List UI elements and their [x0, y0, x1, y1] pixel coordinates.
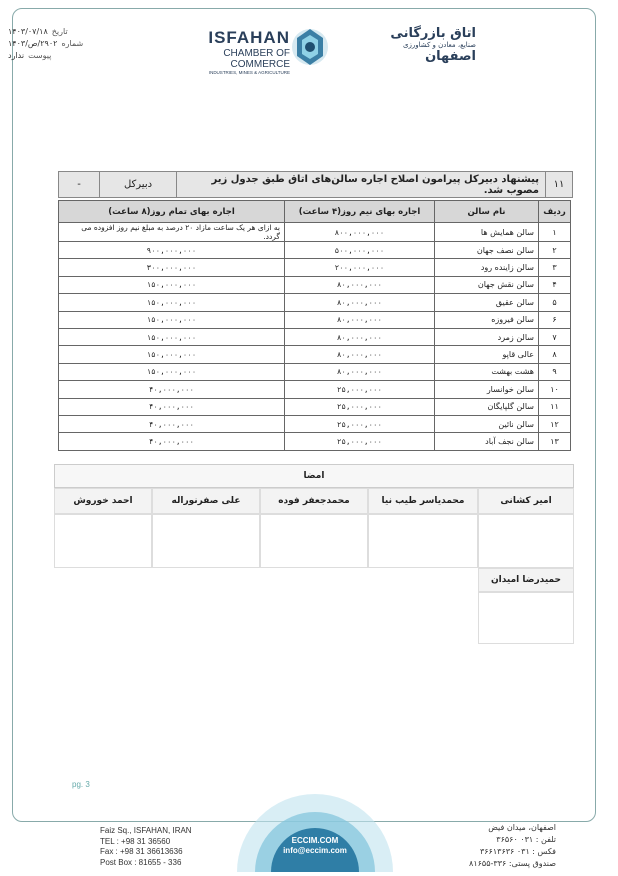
table-row [59, 381, 571, 398]
table-row [59, 415, 571, 432]
hall-name: سالن نصف جهان [435, 242, 539, 259]
row-number: ۷ [539, 328, 571, 345]
row-number: ۱۰ [539, 381, 571, 398]
footer-fa-line: تلفن : ۰۳۱ ۳۶۵۶۰ [496, 835, 556, 844]
logo-fa-line3: اصفهان [425, 49, 476, 64]
table-row [59, 276, 571, 293]
number-label: شماره [61, 39, 84, 48]
chamber-logo [190, 24, 480, 74]
full-day-rate: ۳۰۰,۰۰۰,۰۰۰ [59, 259, 285, 276]
table-row [59, 242, 571, 259]
table-row [59, 346, 571, 363]
footer-en-line: Faiz Sq., ISFAHAN, IRAN [100, 826, 192, 835]
header-hall-name: نام سالن [435, 201, 539, 223]
row-number: ۵ [539, 294, 571, 311]
row-number: ۳ [539, 259, 571, 276]
row-number: ۱۳ [539, 433, 571, 450]
hall-name: سالن زاینده رود [435, 259, 539, 276]
half-day-rate: ۸۰۰,۰۰۰,۰۰۰ [285, 223, 435, 242]
row-number: ۱ [539, 223, 571, 242]
row-number: ۹ [539, 363, 571, 380]
attachment-line [8, 50, 128, 62]
signer-name: امیر کشانی [478, 488, 574, 514]
logo-fa-line1: اتاق بازرگانی [390, 26, 476, 41]
footer-fa-line: فکس : ۰۳۱ ۳۶۶۱۳۶۳۶ [479, 847, 556, 856]
full-day-rate: ۱۵۰,۰۰۰,۰۰۰ [59, 363, 285, 380]
signature-box-extra [478, 592, 574, 644]
half-day-rate: ۵۰۰,۰۰۰,۰۰۰ [285, 242, 435, 259]
full-day-rate: ۱۵۰,۰۰۰,۰۰۰ [59, 346, 285, 363]
hall-name: سالن نائین [435, 415, 539, 432]
full-day-rate: ۱۵۰,۰۰۰,۰۰۰ [59, 276, 285, 293]
hall-name: عالی قاپو [435, 346, 539, 363]
half-day-rate: ۸۰,۰۰۰,۰۰۰ [285, 276, 435, 293]
agenda-extra: - [77, 179, 81, 190]
hall-name: سالن گلپایگان [435, 398, 539, 415]
number-value: ۲۹۰۲/ص/۱۴۰۳ [8, 39, 58, 48]
hall-name: سالن فیروزه [435, 311, 539, 328]
page-number: pg. 3 [72, 780, 90, 789]
table-row [59, 259, 571, 276]
logo-en-line1: ISFAHAN [208, 28, 290, 47]
signer-name: محمدجعفر فوده [260, 488, 368, 514]
table-row [59, 311, 571, 328]
full-day-rate: ۴۰,۰۰۰,۰۰۰ [59, 433, 285, 450]
row-number: ۴ [539, 276, 571, 293]
agenda-number: ۱۱ [545, 172, 572, 197]
full-day-rate: ۱۵۰,۰۰۰,۰۰۰ [59, 311, 285, 328]
half-day-rate: ۸۰,۰۰۰,۰۰۰ [285, 328, 435, 345]
footer-email[interactable]: info@eccim.com [283, 846, 347, 855]
half-day-rate: ۲۵,۰۰۰,۰۰۰ [285, 415, 435, 432]
half-day-rate: ۸۰,۰۰۰,۰۰۰ [285, 346, 435, 363]
signature-title: امضا [54, 464, 574, 488]
half-day-rate: ۲۵,۰۰۰,۰۰۰ [285, 381, 435, 398]
footer-en-line: TEL : +98 31 36560 [100, 836, 171, 846]
footer-emblem [220, 790, 410, 872]
table-row [59, 223, 571, 242]
half-day-rate: ۲۵,۰۰۰,۰۰۰ [285, 398, 435, 415]
header-row-number: ردیف [539, 201, 571, 223]
signer-name: محمدیاسر طیب نیا [368, 488, 478, 514]
signature-box [152, 514, 260, 568]
hall-rates-table [58, 200, 571, 451]
signature-box [368, 514, 478, 568]
full-day-rate: به ازای هر یک ساعت مازاد ۲۰ درصد به مبلغ نیم روز افزوده می گردد. [59, 223, 285, 242]
footer-fa-line: صندوق پستی: ۳۳۶-۸۱۶۵۵ [469, 859, 556, 868]
agenda-owner: دبیرکل [99, 172, 176, 197]
signature-box [478, 514, 574, 568]
footer-website[interactable]: ECCIM.COM [291, 836, 339, 845]
logo-english [190, 28, 290, 75]
row-number: ۱۱ [539, 398, 571, 415]
table-row [59, 433, 571, 450]
footer-en-line: Fax : +98 31 36613636 [100, 847, 183, 856]
hall-name: سالن نقش جهان [435, 276, 539, 293]
full-day-rate: ۴۰,۰۰۰,۰۰۰ [59, 398, 285, 415]
signer-name: علی صفرنوراله [152, 488, 260, 514]
table-row [59, 328, 571, 345]
letter-meta [8, 26, 128, 62]
row-number: ۶ [539, 311, 571, 328]
agenda-item [58, 171, 573, 198]
signature-section [54, 464, 574, 644]
hall-name: سالن زمرد [435, 328, 539, 345]
half-day-rate: ۲۰۰,۰۰۰,۰۰۰ [285, 259, 435, 276]
signature-box [260, 514, 368, 568]
logo-farsi [336, 26, 476, 64]
full-day-rate: ۱۵۰,۰۰۰,۰۰۰ [59, 294, 285, 311]
date-line [8, 26, 128, 38]
half-day-rate: ۸۰,۰۰۰,۰۰۰ [285, 363, 435, 380]
header-full-day: اجاره بهای تمام روز(۸ ساعت) [59, 201, 285, 223]
header-half-day: اجاره بهای نیم روز(۴ ساعت) [285, 201, 435, 223]
footer-english [100, 826, 192, 868]
logo-en-line2: CHAMBER OF COMMERCE [223, 48, 290, 70]
hall-name: سالن خوانسار [435, 381, 539, 398]
table-row [59, 363, 571, 380]
logo-fa-line2: صنایع، معادن و کشاورزی [402, 41, 476, 49]
row-number: ۸ [539, 346, 571, 363]
full-day-rate: ۱۵۰,۰۰۰,۰۰۰ [59, 328, 285, 345]
half-day-rate: ۸۰,۰۰۰,۰۰۰ [285, 311, 435, 328]
full-day-rate: ۹۰۰,۰۰۰,۰۰۰ [59, 242, 285, 259]
date-value: ۱۴۰۳/۰۷/۱۸ [8, 27, 48, 36]
half-day-rate: ۸۰,۰۰۰,۰۰۰ [285, 294, 435, 311]
logo-en-line3: INDUSTRIES, MINES & AGRICULTURE [208, 70, 290, 75]
table-row [59, 294, 571, 311]
number-line [8, 38, 128, 50]
hall-name: سالن همایش ها [435, 223, 539, 242]
table-header-row [59, 201, 571, 223]
full-day-rate: ۴۰,۰۰۰,۰۰۰ [59, 381, 285, 398]
footer-emblem-icon [220, 790, 410, 872]
half-day-rate: ۲۵,۰۰۰,۰۰۰ [285, 433, 435, 450]
chamber-emblem-icon [290, 24, 330, 70]
signer-name-extra: حمیدرضا امیدان [478, 568, 574, 592]
date-label: تاریخ [51, 27, 68, 36]
table-body [59, 223, 571, 451]
hall-name: هشت بهشت [435, 363, 539, 380]
table-row [59, 398, 571, 415]
signature-box [54, 514, 152, 568]
hall-name: سالن عقیق [435, 294, 539, 311]
signature-names-row [54, 488, 574, 514]
footer-farsi [436, 822, 556, 870]
signature-blanks-row [54, 514, 574, 568]
footer-en-line: Post Box : 81655 - 336 [100, 857, 182, 867]
attachment-value: ندارد [8, 51, 25, 60]
row-number: ۱۲ [539, 415, 571, 432]
agenda-text: پیشنهاد دبیرکل پیرامون اصلاح اجاره سالن‌های اتاق طبق جدول زیر مصوب شد. [176, 172, 545, 197]
signer-name: احمد خوروش [54, 488, 152, 514]
footer-fa-line: اصفهان، میدان فیض [488, 823, 556, 832]
full-day-rate: ۴۰,۰۰۰,۰۰۰ [59, 415, 285, 432]
row-number: ۲ [539, 242, 571, 259]
attachment-label: پیوست [28, 51, 52, 60]
hall-name: سالن نجف آباد [435, 433, 539, 450]
footer-site [220, 836, 410, 856]
